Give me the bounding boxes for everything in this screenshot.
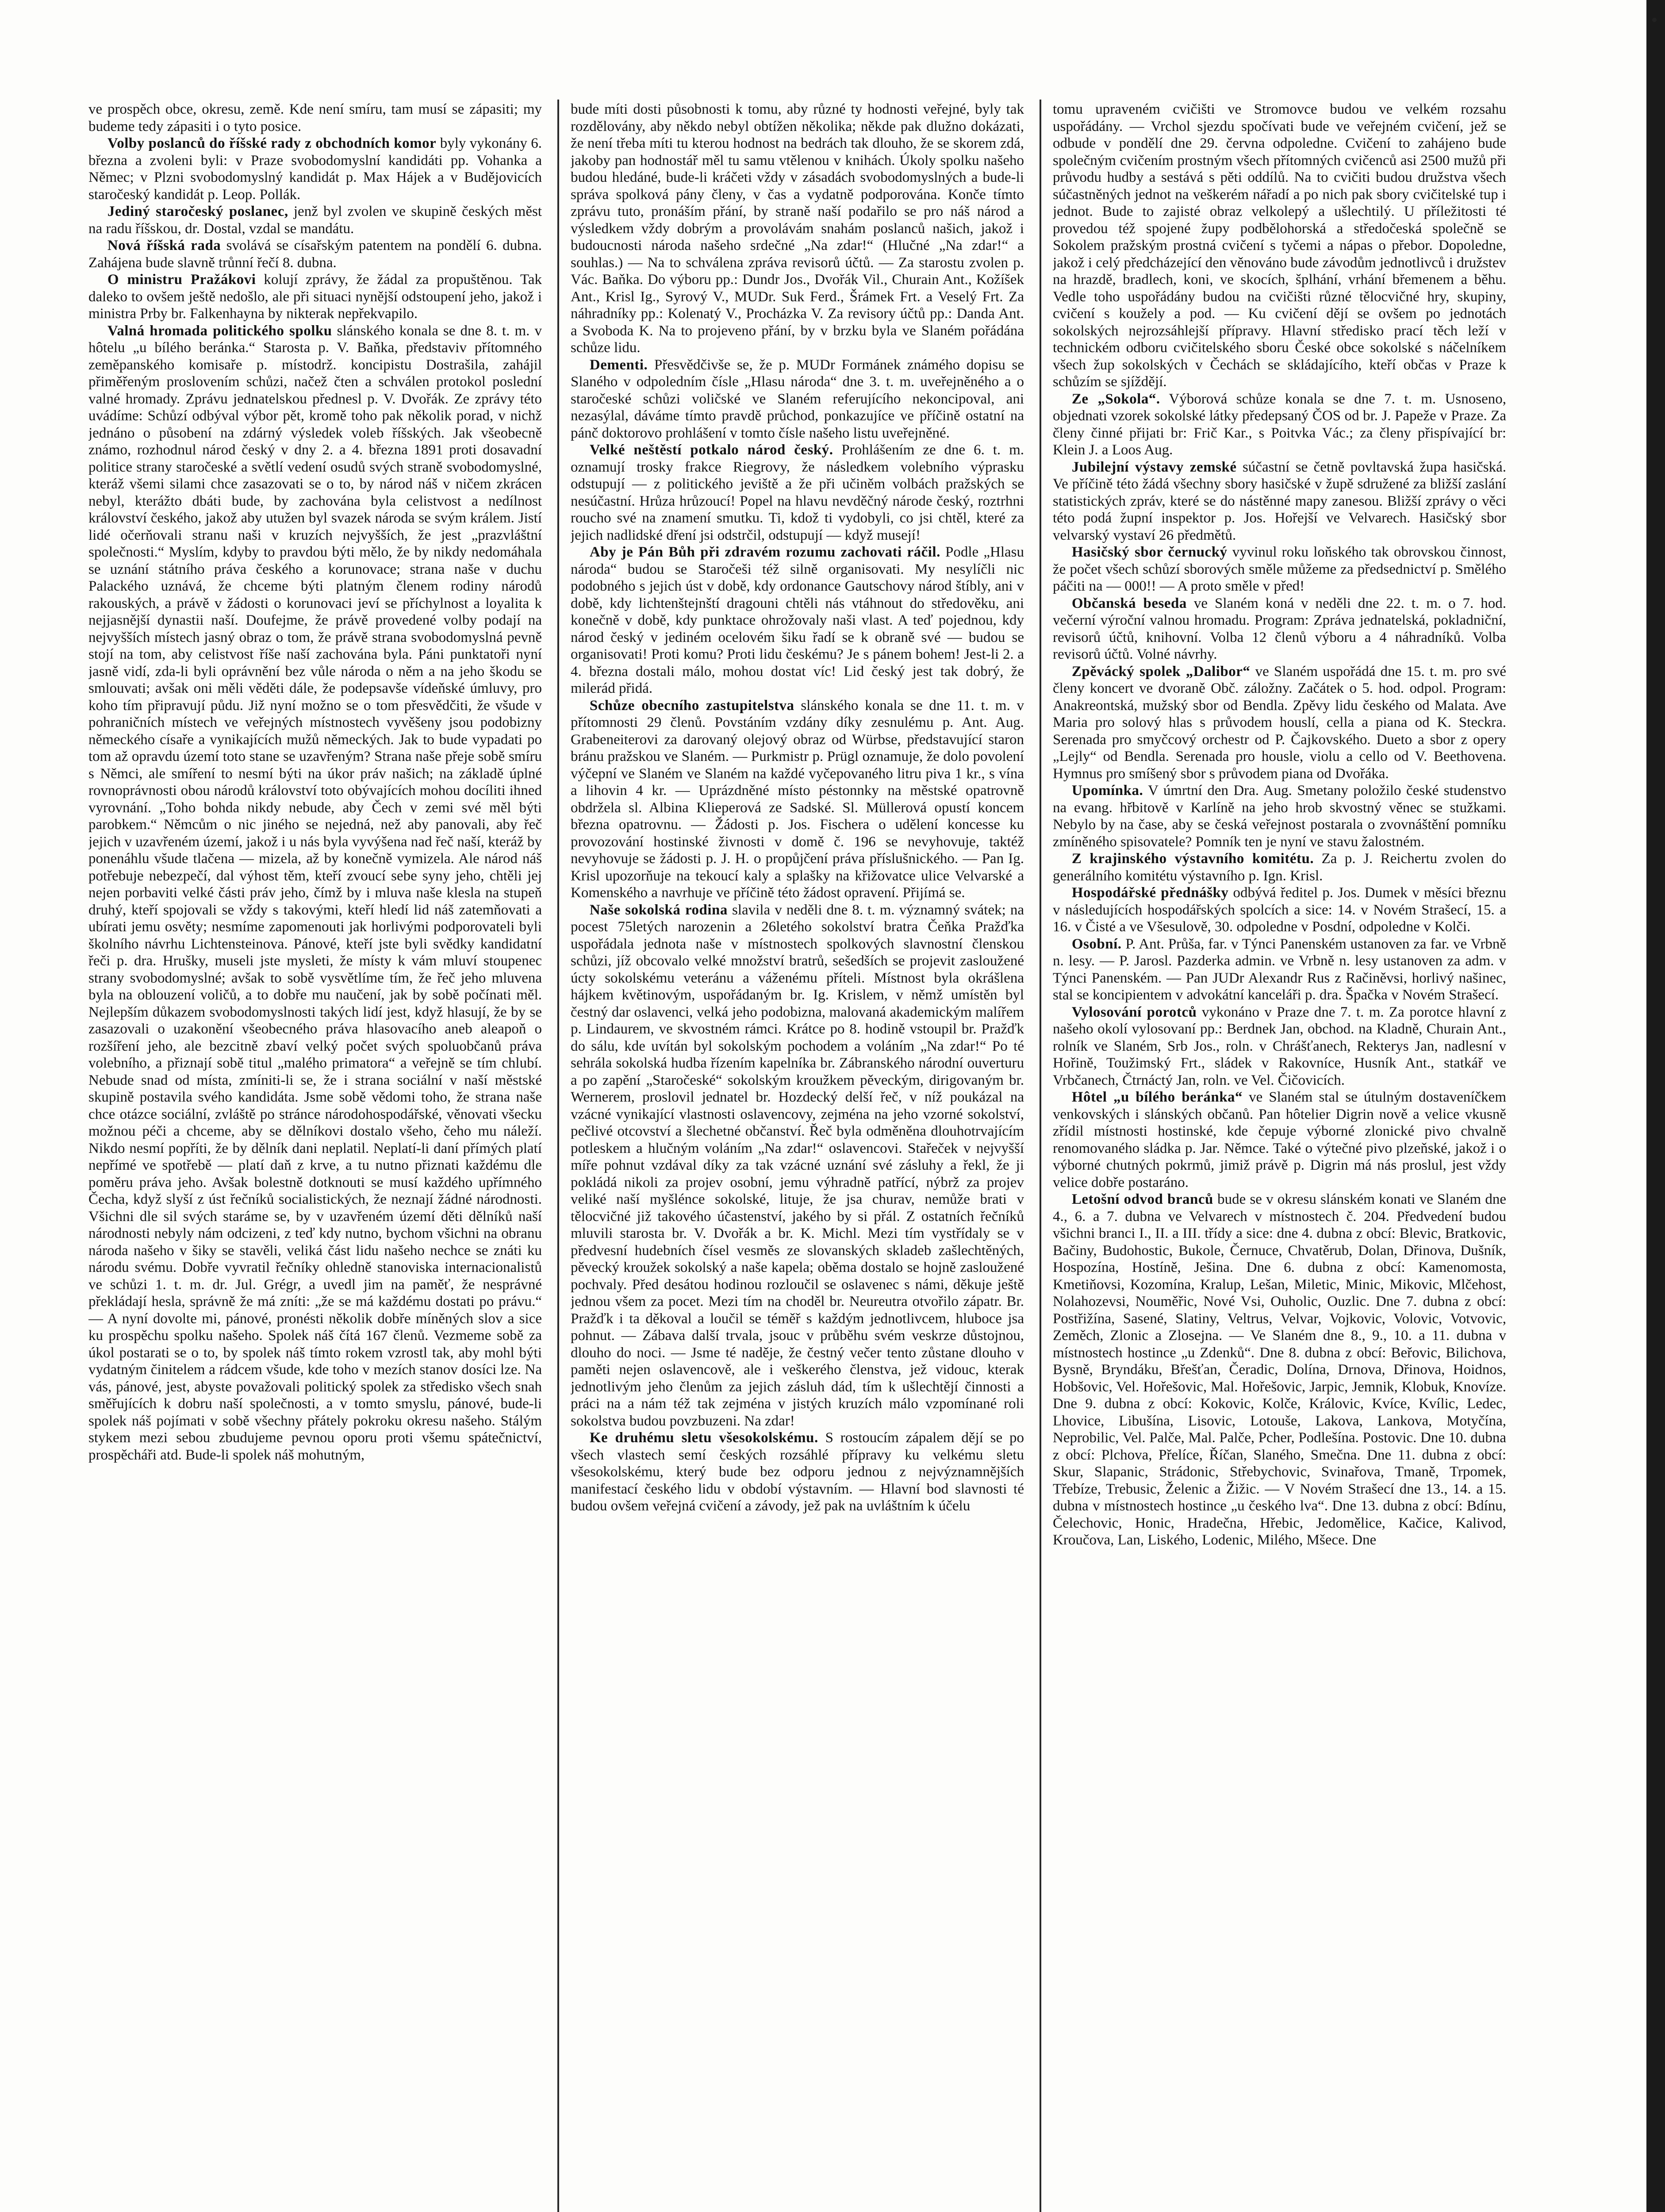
article-paragraph [88, 237, 542, 271]
article-headline: Volby poslanců do říšské rady z obchodních komor [107, 135, 437, 151]
article-paragraph [571, 697, 1024, 902]
article-paragraph [1053, 391, 1506, 459]
article-headline: Velké neštěstí potkalo národ český. [589, 442, 833, 458]
article-paragraph [1053, 1191, 1506, 1549]
article-paragraph [88, 135, 542, 203]
article-headline: Jubilejní výstavy zemské [1071, 459, 1237, 475]
article-body: byly vykonány 6. března a zvoleni byli: v Praze svobodomyslní kandidáti pp. Vohanka a Němec; v Plzni svobodomyslný kandidát p. Max Hájek a v Budějovicích staročeský kandidát p. Leop. Pollák. [88, 135, 542, 203]
article-body: vykonáno v Praze dne 7. t. m. Za porotce hlavní z našeho okolí vylosovaní pp.: Berdnek Jan, obchod. na Kladně, Churain Ant., rolník ve Slaném, Srb Jos., roln. v Chrášťanech, Rekterys Jan, nadlesní v Hořině, Toužimský Frt., sládek v Rakovníce, Husník Ant., statkář ve Vrbčanech, Čtrnáctý Jan, roln. ve Vel. Čičovicích. [1053, 1004, 1506, 1088]
column-rule [1040, 100, 1041, 2212]
article-body: ve Slaném stal se útulným dostaveníčkem venkovských i slánských občanů. Pan hôtelier Digrin nově a velice vkusně zřídil místnosti hostinské, kde čepuje výborné zlonické pivo chvalně renomovaného sládka p. Jar. Němce. Také o výtečné pivo plzeňské, jakož i o výborné chutných pokrmů, jimiž právě p. Digrin má nás proslul, jest vždy velice dobře postaráno. [1053, 1089, 1506, 1190]
article-body: slavila v neděli dne 8. t. m. významný svátek; na pocest 75letých narozenin a 26letého sokolství bratra Čeňka Pražďka uspořádala jednota naše v místnostech spolkových slavnostní členskou schůzi, jíž obcovalo velké množství bratrů, sešedších se projevit zasloužené úcty sokolskému veteránu a váženému příteli. Místnost byla okrášlena hájkem květinovým, uspořádaným br. Ig. Krislem, v němž umístěn byl čestný dar oslavenci, velká jeho podobizna, malovaná akademickým malířem p. Lindaurem, ve skvostném rámci. Krátce po 8. hodině vstoupil br. Pražďk do sálu, kde uvítán byl sokolským pochodem a voláním „Na zdar!“ Po té sehrála sokolská hudba řízením kapelníka br. Zábranského národní ouverturu a po zapění „Staročeské“ sokolským kroužkem pěveckým, dirigovaným br. Wernerem, proslovil jednatel br. Hozdecký delší řeč, v níž poukázal na vzácné vynikající vlastnosti oslavencovy, zejména na jeho vzorné sokolství, pečlivé otcovství a šlechetné občanství. Řeč byla odměněna dlouhotrvajícím potleskem a hlučným voláním „Na zdar!“ oslavencovi. Stařeček v nejvyšší míře pohnut vzdával díky za tak vzácné uznání své zásluhy a řekl, že ji pokládá nikoli za projev osobní, jemu výhradně patřící, nýbrž za projev veliké naší myšlénce sokolské, lituje, že jsa churav, nemůže brati v tělocvičné již takového účastenství, jakého by si přál. Z ostatních řečníků mluvili starosta br. V. Dvořák a br. K. Michl. Mezi tím vystřídaly se v předvesní hudebních čísel vesměs ze slovanských skladeb zašlechtěných, pěvecký kroužek sokolský a naše kapela; oběma dostalo se hojně zasloužené pochvaly. Před desátou hodinou rozloučil se oslavenec s námi, děkuje ještě jednou všem za pocet. Mezi tím na choděl br. Neureutra otvořilo zápatr. Br. Pražďk i ta děkoval a loučil se téměř s každým jednotlivcem, hluboce jsa pohnut. — Zábava další trvala, jsouc v průběhu svém veskrze důstojnou, dlouho do noci. — Jsme té naděje, že čestný večer tento zůstane dlouho v paměti nejen oslavencově, ale i veškerého členstva, jež vidouc, kterak jednotlivým jeho členům za jejich zásluh dád, tím k ušlechtějí činnosti a práci na a nám též tak zejména v jistých kruzích málo vzpomínané roli sokolstva budou povzbuzeni. Na zdar! [571, 902, 1024, 1429]
article-paragraph [1053, 936, 1506, 1004]
article-paragraph [1053, 595, 1506, 663]
article-body: Za p. J. Reichertu zvolen do generálního komitétu výstavního p. Ign. Krisl. [1053, 851, 1506, 884]
article-body: bude míti dosti působnosti k tomu, aby různé ty hodnosti veřejné, byly tak rozdělovány, aby někdo nebyl obtížen několika; někde pak dlužno dokázati, že není třeba míti tu kterou hodnost na bedrách tak dlouho, že se skorem zdá, jakoby pan hodnostář měl tu samu vtělenou v knihách. Úkoly spolku našeho budou hledáné, bude-li kráčeti vždy v zásadách svobodomyslných a bude-li správa spolková pány členy, v čas a vydatně podporována. Konče tímto zprávu tuto, pronáším přání, by straně naší podařilo se pro náš národ a výsledkem vždy dobrým a provolávám snahám poslanců našich, jakož i budoucnosti národa našeho srdečné „Na zdar!“ (Hlučné „Na zdar!“ a souhlas.) — Na to schválena zpráva revisorů účtů. — Za starostu zvolen p. Vác. Baňka. Do výboru pp.: Dundr Jos., Dvořák Vil., Churain Ant., Kožíšek Ant., Krisl Ig., Syrový V., MUDr. Suk Ferd., Šrámek Frt. a Veselý Frt. Za náhradníky pp.: Kolenatý V., Procházka V. Za revisory účtů pp.: Danda Ant. a Svoboda K. Na to projeveno přání, by v brzku byla ve Slaném pořádána schůze lidu. [571, 101, 1024, 356]
article-headline: Hôtel „u bílého beránka“ [1071, 1089, 1243, 1105]
article-headline: Osobní. [1071, 936, 1122, 952]
article-paragraph [1053, 663, 1506, 783]
article-headline: Občanská beseda [1071, 595, 1187, 611]
article-paragraph [571, 442, 1024, 544]
column-right [1053, 101, 1506, 2212]
article-body: slánského konala se dne 8. t. m. v hôtelu „u bílého beránka.“ Starosta p. V. Baňka, představiv přítomného zeměpanského komisaře p. místodrž. koncipistu Dostrašila, zahájil přiměřeným proslovením schůzi, načež čten a schválen protokol poslední valné hromady. Zprávu jednatelskou přednesl p. V. Dvořák. Ze zprávy této uvádíme: Schůzí odbýval výbor pět, kromě toho pak několik porad, v nichž jednáno o působení na zdárný výsledek voleb říšských. Jak všeobecně známo, rozhodnul národ český v dny 2. a 4. března 1891 proti dosavadní politice strany staročeské a světlí vedení osudů svých straně svobodomyslné, kteráž všemi silami chce zasazovati se o to, by národ náš v ničem zkrácen nebyl, kterážto dbáti bude, by zachována byla celistvost a nedílnost království českého, jakož aby utužen byl svazek národa se svým králem. Jistí lidé očerňovali stranu naši v kruzích nejvyšších, že jest „prazvláštní společnosti.“ Myslím, kdyby to pravdou býti mělo, že by nikdy nedomáhala se uznání státního práva českého a korunovace; strana naše v duchu Palackého uznává, že chceme býti platným členem rodiny národů rakouských, a právě v žádosti o korunovaci jeví se příchylnost a loyalita k nejjasnější dynastii naší. Doufejme, že právě provedené volby podají na nejvyšších místech jasný obraz o tom, že právě strana svobodomyslná pevně stojí na tom, aby celistvost říše naší zachována byla. Páni punktatoři nyní jasně vidí, zda-li byli oprávnění bez vůle národa o něm a na jeho škodu se smlouvati; avšak oni měli věděti dále, že podepsavše vídeňské úmluvy, pro koho tím připravují půdu. Již nyní možno se o tom přesvědčiti, že všude v pohraničních místech ve veřejných místnostech vyvěšeny jsou podobizny německého císaře a vynikajících mužů německých. Jak to bude vypadati po tom až opravdu území toto stane se uzavřeným? Strana naše přeje sobě smíru s Němci, ale smíření to nesmí býti na úkor práv našich; na základě úplné rovnoprávnosti obou národů království toto obývajících mohou docíliti ihned vyrovnání. „Toho bohda nikdy nebude, aby Čech v zemi své měl býti parobkem.“ Němcům o nic jiného se nejedná, než aby panovali, aby řeč jejich v uzavřeném území, jakož i u nás byla vyvýšena nad řeč naší, kteráž by ponenáhlu všude tlačena — mizela, až by konečně vymizela. Ale národ náš potřebuje nebezpečí, dal výhost těm, kteří zvoucí sebe syny jeho, chtěli jej nejen porbaviti velké části práv jeho, čímž by i mluva naše klesla na stupeň druhý, kteří spojovali se vždy s takovými, kteří hledí lid náš zatemňovati a ubírati jemu osvěty; nesmíme zapomenouti jak horlivými podporovateli byli školního návrhu Lichtensteinova. Pánové, kteří jste byli svědky kandidatní řeči p. dra. Hrušky, museli jste mysleti, že místy k vám mluví stoupenec strany svobodomyslné; avšak to sobě vysvětlíme tím, že řeč jeho mluvena byla na oblouzení voličů, a to dobře mu naučení, jak by sobě počínati měl. Nejlepším důkazem svobodomyslnosti takých lidí jest, když hlasují, že by se zasazovali o uzakonění všeobecného práva hlasovacího aneb aleapoň o rozšíření jeho, ale bezcitně zbaví velký počet svých spoluobčanů práva volebního, a přiznají sobě titul „malého primatora“ a veřejně se tím chlubí. Nebude snad od místa, zmíniti-li se, že i strana sociální v naší městské skupině postavila svého kandidáta. Jsme sobě vědomi toho, že strana naše chce otázce sociální, zvláště po stránce národohospodářské, věnovati všecku možnou péči a chceme, aby se dělníkovi dostalo všeho, čeho mu náleží. Nikdo nesmí popříti, že by dělník dani neplatil. Neplatí-li daní přímých platí nepřímé ve spotřebě — platí daň z krve, a tu nutno přiznati každému dle poměru práva jeho. Avšak bolestně dotknouti se musí každého upřímného Čecha, když slyší z úst řečníků socialistických, že neznají žádné národnosti. Všichni dle sil svých staráme se, by v uzavřeném území děti dělníků naší národnosti nebyly nám odcizeni, z teď kdy nutno, bychom všichni na obranu národa našeho v šiky se stavěli, veliká část lidu našeho nechce se znáti ku národu svému. Dobře vyvratil řečníky ohledně stanoviska internacionalistů ve schůzi 1. t. m. dr. Jul. Grégr, a uvedl jim na paměť, že nesprávné překládají hesla, správně že má zníti: „že se má každému dostati po právu.“ — A nyní dovolte mi, pánové, pronésti několik dobře míněných slov a sice ku prospěchu spolku našeho. Spolek náš čítá 167 členů. Vezmeme sobě za úkol postarati se o to, by spolek náš tímto rokem vzrostl tak, aby mohl býti vydatným činitelem a rádcem všude, kde toho v mezích stanov dosíci lze. Na vás, pánové, jest, abyste považovali politický spolek za středisko všech snah směřujících k dobru naší společnosti, a v tomto smyslu, pánové, bude-li spolek náš pojímati v sobě všechny přátely pokroku okresu našeho. Stálým stykem mezi sebou zbudujeme pevnou oporu proti všemu spátečnictví, prospěcháři atd. Bude-li spolek náš mohutným, [88, 323, 542, 1463]
scan-edge [1646, 0, 1665, 2212]
article-body: slánského konala se dne 11. t. m. v přítomnosti 29 členů. Povstáním vzdány díky zesnulému p. Ant. Aug. Grabeneiterovi za darovaný olejový obraz od Würbse, představující staron bránu pražskou ve Slaném. — Purkmistr p. Prügl oznamuje, že dolo povolení výčepní ve Slaném ve Slaném na každé vyčepovaného litru piva 1 kr., s vína a lihovin 4 kr. — Uprázdněné místo péstonnky na městské opatrovně obdržela sl. Albina Klieperová ze Sadské. Sl. Müllerová opustí koncem března opatrovnu. — Žádosti p. Jos. Fischera o udělení koncesse ku provozování hostinské živnosti v domě č. 196 se nevyhovuje, taktéž nevyhovuje se žádosti p. J. H. o propůjčení práva příslušnického. — Pan Ig. Krisl upozorňuje na tekoucí kaly a splašky na křižovatce ulice Velvarské a Komenského a navrhuje ve příčině této žádost opravení. Přijímá se. [571, 697, 1024, 901]
scan-speck [1652, 18, 1657, 22]
article-paragraph [1053, 1089, 1506, 1191]
article-body: vyvinul roku loňského tak obrovskou činnost, že počet všech schůzí sborových směle můžeme za předsednictví p. Smělého páčiti na — 000!! — A proto směle v před! [1053, 544, 1506, 594]
article-headline: Vylosování porotců [1071, 1004, 1197, 1020]
article-body: bude se v okresu slánském konati ve Slaném dne 4., 6. a 7. dubna ve Velvarech v místnostech č. 204. Předvedení budou všichni branci I., II. a III. třídy a sice: dne 4. dubna z obcí: Blevic, Bratkovic, Bačiny, Budohostic, Bukole, Černuce, Chvatěrub, Dolan, Dřinova, Dušník, Hospozína, Hostíně, Ješina. Dne 6. dubna z obcí: Kamenomosta, Kmetiňovsi, Kozomína, Kralup, Lešan, Miletic, Minic, Mikovic, Mlčehost, Nolahozevsi, Nouměřic, Nové Vsi, Ouholic, Ouzlic. Dne 7. dubna z obcí: Postřižína, Sasené, Slatiny, Veltrus, Velvar, Vojkovic, Volovic, Votvovic, Zeměch, Zlonic a Zlosejna. — Ve Slaném dne 8., 9., 10. a 11. dubna v místnostech hostince „u Zdenků“. Dne 8. dubna z obcí: Beřovic, Bilichova, Bysně, Bryndáku, Břešťan, Čeradic, Dolína, Drnova, Dřinova, Hoidnos, Hobšovic, Vel. Hořešovic, Mal. Hořešovic, Jarpic, Jemnik, Klobuk, Knovíze. Dne 9. dubna z obcí: Kokovic, Kolče, Královic, Kvíce, Kvílic, Ledec, Lhovice, Libušína, Lisovic, Lotouše, Lakova, Lankova, Motyčína, Neprobilic, Vel. Palče, Mal. Palče, Pcher, Podlešína. Postovic. Dne 10. dubna z obcí: Plchova, Přelíce, Říčan, Slaného, Smečna. Dne 11. dubna z obcí: Skur, Slapanic, Strádonic, Střebychovic, Svinařova, Tmaně, Trpomek, Třebíze, Trebusic, Želenic a Žižic. — V Novém Strašecí dne 13., 14. a 15. dubna v místnostech hostince „u českého lva“. Dne 13. dubna z obcí: Bdínu, Čelechovic, Honic, Hradečna, Hřebic, Jedomělice, Kačice, Kalivod, Kroučova, Lan, Liského, Lodenic, Milého, Mšece. Dne [1053, 1191, 1506, 1548]
article-paragraph [1053, 850, 1506, 884]
article-body: ve Slaném uspořádá dne 15. t. m. pro své členy koncert ve dvoraně Obč. záložny. Začátek o 5. hod. odpol. Program: Anakreontská, mužský sbor od Bendla. Zpěvy lidu českého od Malata. Ave Maria pro solový hlas s průvodem houslí, cella a piana od K. Steckra. Serenada pro smyčcový orchestr od P. Čajkovského. Dueto a sbor z opery „Lejly“ od Bendla. Serenada pro housle, violu a cello od V. Beethovena. Hymnus pro smíšený sbor s průvodem piana od Dvořáka. [1053, 663, 1506, 782]
article-headline: Upomínka. [1071, 783, 1143, 799]
article-body: odbývá ředitel p. Jos. Dumek v měsíci březnu v následujících hospodářských spolcích a sice: 14. v Novém Strašecí, 15. a 16. v Čisté a ve Všesulově, 30. odpoledne v Posdní, odpoledne v Kolči. [1053, 885, 1506, 935]
article-headline: Ke druhému sletu všesokolskému. [589, 1430, 818, 1446]
article-body: Prohlášením ze dne 6. t. m. oznamují trosky frakce Riegrovy, že následkem volebního výprasku odstupují — z politického jeviště a že při učiněm volbách pražských se nesúčastní. Hrůza hrůzoucí! Popel na hlavu nevděčný národe český, roztrhni roucho své na znamení smutku. Ti, kdož ti vydobyli, co jsi chtěl, které za jejich nadlidské dření jsi odstrčil, odstupují — když musejí! [571, 442, 1024, 543]
article-headline: Aby je Pán Bůh při zdravém rozumu zachovati ráčil. [589, 544, 940, 560]
article-paragraph [571, 902, 1024, 1430]
continued-text [1053, 101, 1506, 391]
article-body: S rostoucím zápalem dějí se po všech vlastech semí českých rozsáhlé přípravy ku velkému sletu všesokolskému, který bude bez odporu jednou z nejvýznamnějších manifestací českého lidu v období výstavním. — Hlavní bod slavnosti té budou ovšem veřejná cvičení a závody, jež pak na uvláštním k účelu [571, 1430, 1024, 1514]
article-headline: Hasičský sbor černucký [1071, 544, 1228, 560]
article-headline: Nová říšská rada [107, 238, 221, 253]
article-headline: Hospodářské přednášky [1071, 885, 1229, 901]
continued-text [88, 101, 542, 135]
article-headline: Naše sokolská rodina [589, 902, 728, 918]
article-body: súčastní se četně povltavská župa hasičská. Ve příčině této žádá všechny sbory hasičské v župě sdružené za bližší zaslání statistických zpráv, které se do nástěnné mapy zanesou. Bližší zprávy o věci této podá župní inspektor p. Jos. Hořejší ve Velvarech. Hasičský sbor velvarský vystaví 26 předmětů. [1053, 459, 1506, 543]
article-paragraph [571, 544, 1024, 697]
article-body: ve Slaném koná v neděli dne 22. t. m. o 7. hod. večerní výroční valnou hromadu. Program: Zpráva jednatelská, pokladniční, revisorů účtů, knihovní. Volba 12 členů výboru a 4 náhradníků. Volba revisorů účtů. Volné návrhy. [1053, 595, 1506, 662]
column-left [88, 101, 542, 2212]
article-paragraph [88, 271, 542, 323]
article-body: jenž byl zvolen ve skupině českých měst na radu říšskou, dr. Dostal, vzdal se mandátu. [88, 204, 542, 237]
column-rule [557, 100, 559, 2212]
column-middle [571, 101, 1024, 2212]
article-body: svolává se císařským patentem na pondělí 6. dubna. Zahájena bude slavně trůnní řečí 8. dubna. [88, 238, 542, 271]
article-headline: Dementi. [589, 357, 648, 373]
article-headline: Valná hromada politického spolku [107, 323, 332, 339]
article-body: ve prospěch obce, okresu, země. Kde není smíru, tam musí se zápasiti; my budeme tedy zápasiti i o tyto posice. [88, 101, 542, 134]
article-paragraph [571, 1429, 1024, 1515]
article-paragraph [571, 357, 1024, 442]
article-headline: Schůze obecního zastupitelstva [589, 697, 794, 714]
article-paragraph [1053, 1004, 1506, 1089]
article-paragraph [1053, 782, 1506, 850]
article-paragraph [1053, 544, 1506, 595]
article-headline: Z krajinského výstavního komitétu. [1071, 851, 1314, 867]
article-paragraph [88, 203, 542, 237]
article-body: Přesvědčivše se, že p. MUDr Formánek známého dopisu se Slaného v odpoledním čísle „Hlasu národa“ dne 3. t. m. uveřejněného a o staročeské schůzi voličské ve Slaném referujícího nekoncipoval, ani nezasýlal, dáváme tímto pravdě průchod, ponkazujíce ve příčině ostatní na pánč doktorovo prohlášení v tomto čísle našeho listu uveřejněné. [571, 357, 1024, 441]
article-body: tomu upraveném cvičišti ve Stromovce budou ve velkém rozsahu uspořádány. — Vrchol sjezdu spočívati bude ve veřejném cvičení, jež se odbude v pondělí dne 29. června odpoledne. Cvičení to zahájeno bude společným cvičením prostným všech přítomných cvičenců asi 2500 mužů při průvodu hudby a sestává s pěti oddílů. Na to cvičiti budou družstva všech súčastněných jednot na veškerém nářadí a po nich pak sbory cvičitelské tup i jednot. Bude to zajisté obraz velkolepý a ušlechtilý. U příležitosti té provedou též spojené župy podbělohorská a středočeská společně se Sokolem pražským prostná cvičení s tyčemi a nápas o přebor. Dopoledne, jakož i celý předcházející den věnováno bude závodům jednotlivců i družstev na hrazdě, bradlech, koni, ve skocích, šplhání, vrhání břemenem a běhu. Vedle toho uspořádány budou na cvičišti různé tělocvičné hry, skupiny, cvičení s koužely a pod. — Ku cvičení dějí se ovšem po jednotách sokolských nejrozsáhlejší přípravy. Hlavní středisko prací těch leží v technickém odboru cvičitelského sboru České obce sokolské s náčelníkem všech žup sokolských v Čechách se skládajícího, kteří občas v Praze k schůzím se sjíždějí. [1053, 101, 1506, 390]
article-headline: Zpěvácký spolek „Dalibor“ [1071, 663, 1251, 680]
article-headline: Jediný staročeský poslanec, [107, 204, 288, 219]
article-body: Výborová schůze konala se dne 7. t. m. Usnoseno, objednati vzorek sokolské látky předepsaný ČOS od br. J. Papeže v Praze. Za členy činné přijati br: Frič Kar., s Poitvka Vác.; za členy přispívající br: Klein J. a Loos Aug. [1053, 391, 1506, 458]
article-body: Podle „Hlasu národa“ budou se Staročeši též silně organisovati. My nesylíčli nic podobného s jejich úst v době, kdy ordonance Gautschovy národ štíbly, ani v době, kdy lichtenštejnští dragouni chtěli nás vtáhnout do středověku, ani konečně v době, kdy punktace ohrožovaly naši vlast. A teď pojednou, kdy národ český v jediném ocelovém šiku řadí se k obraně své — budou se organisovati! Proti komu? Proti lidu českému? Je s pánem bohem! Jest-li 2. a 4. března dostali málo, mohou dostat víc! Lid český jest tak dobrý, že milerád přidá. [571, 544, 1024, 696]
article-paragraph [88, 323, 542, 1464]
article-body: V úmrtní den Dra. Aug. Smetany položilo české studenstvo na evang. hřbitově v Karlíně na jeho hrob skvostný věnec se stužkami. Nebylo by na čase, aby se česká veřejnost postarala o zvovnáštění pomníku zmíněného spisovatele? Pomník ten je nyní ve stavu žalostném. [1053, 783, 1506, 850]
article-headline: O ministru Pražákovi [107, 272, 256, 288]
article-headline: Letošní odvod branců [1071, 1191, 1213, 1207]
article-paragraph [1053, 459, 1506, 544]
article-paragraph [1053, 884, 1506, 936]
continued-text [571, 101, 1024, 357]
article-body: P. Ant. Průša, far. v Týnci Panenském ustanoven za far. ve Vrbně n. lesy. — P. Jarosl. Pazderka admin. ve Vrbně n. lesy ustanoven za adm. v Týnci Panenském. — Pan JUDr Alexandr Rus z Račiněvsi, horlivý našinec, stal se koncipientem v advokátní kanceláři p. dra. Špačka v Novém Strašecí. [1053, 936, 1506, 1003]
article-body: kolují zprávy, že žádal za propuštěnou. Tak daleko to ovšem ještě nedošlo, ale při situaci nynější odstoupení jeho, jakož i ministra Prby br. Falkenhayna by nikterak nepřekvapilo. [88, 272, 542, 322]
article-headline: Ze „Sokola“. [1071, 391, 1160, 407]
